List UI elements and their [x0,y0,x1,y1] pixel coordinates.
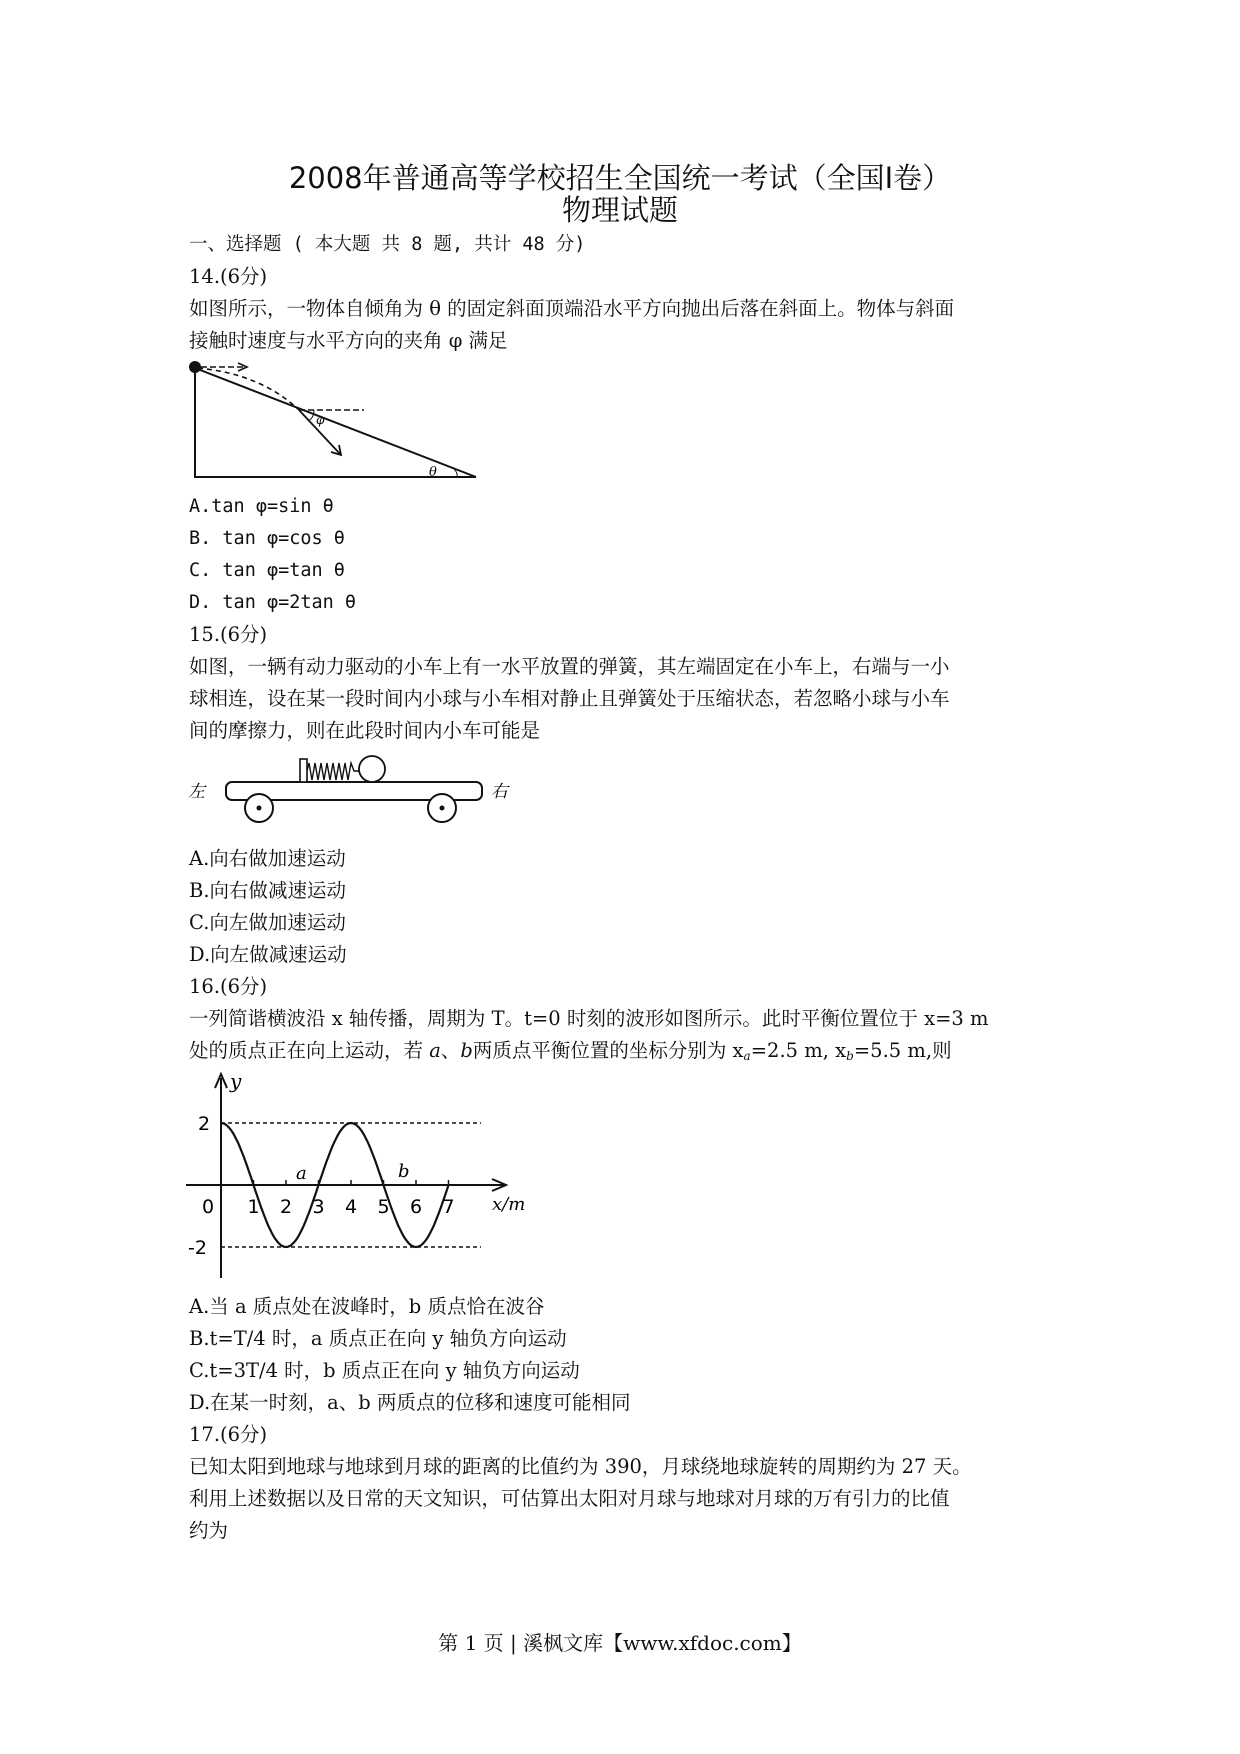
x-axis-label: x/m [492,1194,526,1215]
point-a-label: a [296,1163,307,1184]
q14-stem-line1: 如图所示，一物体自倾角为 θ 的固定斜面顶端沿水平方向抛出后落在斜面上。物体与斜面 [189,297,955,320]
q16-wave-figure [186,1068,526,1283]
exam-subtitle: 物理试题 [561,193,678,227]
q17-number: 17.(6分) [189,1423,268,1446]
x-tick-label: 6 [410,1196,423,1218]
right-wheel-axle [440,806,445,811]
x-tick-label: 5 [377,1196,390,1218]
x-tick-label: 2 [280,1196,293,1218]
left-label: 左 [188,782,205,802]
y-axis-label: y [230,1069,242,1093]
q14-option-a: A.tan φ=sin θ [189,496,334,517]
projectile-ball [189,361,201,373]
x-tick-label: 3 [312,1196,325,1218]
q16-option-b: B.t=T/4 时，a 质点正在向 y 轴负方向运动 [189,1327,567,1350]
left-wheel-axle [257,806,262,811]
q17-stem-line1: 已知太阳到地球与地球到月球的距离的比值约为 390，月球绕地球旋转的周期约为 27 天。 [189,1455,972,1478]
exam-title: 2008年普通高等学校招生全国统一考试（全国Ⅰ卷） [288,161,952,195]
y-tick-2: 2 [198,1113,211,1135]
phi-label: φ [316,413,325,427]
q15-option-c: C.向左做加速运动 [189,911,346,934]
q14-option-d: D. tan φ=2tan θ [189,592,357,613]
incline-triangle [195,368,476,477]
q16-number: 16.(6分) [189,975,268,998]
q15-number: 15.(6分) [189,623,268,646]
section-heading: 一、选择题 ( 本大题 共 8 题, 共计 48 分) [189,234,586,255]
q15-cart-figure [186,752,516,826]
q16-option-d: D.在某一时刻，a、b 两质点的位移和速度可能相同 [189,1391,631,1414]
q14-option-c: C. tan φ=tan θ [189,560,345,581]
q17-stem-line2: 利用上述数据以及日常的天文知识，可估算出太阳对月球与地球对月球的万有引力的比值 [189,1487,950,1510]
spring-mount-block [300,759,307,782]
q14-number: 14.(6分) [189,265,268,288]
q17-stem-line3: 约为 [189,1519,229,1542]
q16-stem-line2: 处的质点正在向上运动，若 a、b两质点平衡位置的坐标分别为 $x_a=2.5$ m, $x_b=5.5$ m,则 [189,1039,952,1063]
q15-option-d: D.向左做减速运动 [189,943,347,966]
ball [359,756,385,782]
q15-stem-line3: 间的摩擦力，则在此段时间内小车可能是 [189,719,541,742]
q14-stem-line2: 接触时速度与水平方向的夹角 φ 满足 [189,329,508,352]
q14-incline-figure [186,360,486,485]
y-tick-neg2: -2 [188,1237,207,1259]
theta-label: θ [429,465,437,480]
q15-stem-line1: 如图，一辆有动力驱动的小车上有一水平放置的弹簧，其左端固定在小车上，右端与一小 [189,655,950,678]
q15-stem-line2: 球相连，设在某一段时间内小球与小车相对静止且弹簧处于压缩状态，若忽略小球与小车 [189,687,950,710]
q16-option-a: A.当 a 质点处在波峰时，b 质点恰在波谷 [189,1295,545,1318]
q16-option-c: C.t=3T/4 时，b 质点正在向 y 轴负方向运动 [189,1359,580,1382]
q14-option-b: B. tan φ=cos θ [189,528,345,549]
point-b-label: b [398,1161,410,1182]
origin-label: 0 [202,1196,215,1218]
right-label: 右 [491,782,508,802]
x-axis [186,1179,506,1191]
page-footer: 第 1 页 | 溪枫文库【www.xfdoc.com】 [438,1631,802,1655]
x-tick-label: 4 [345,1196,358,1218]
q15-option-b: B.向右做减速运动 [189,879,347,902]
q15-option-a: A.向右做加速运动 [189,847,346,870]
x-tick-label: 1 [247,1196,260,1218]
spring [307,763,359,780]
x-tick-label: 7 [442,1196,455,1218]
q16-stem-line1: 一列简谐横波沿 x 轴传播，周期为 T。t=0 时刻的波形如图所示。此时平衡位置位于 x=3 m [189,1007,989,1030]
